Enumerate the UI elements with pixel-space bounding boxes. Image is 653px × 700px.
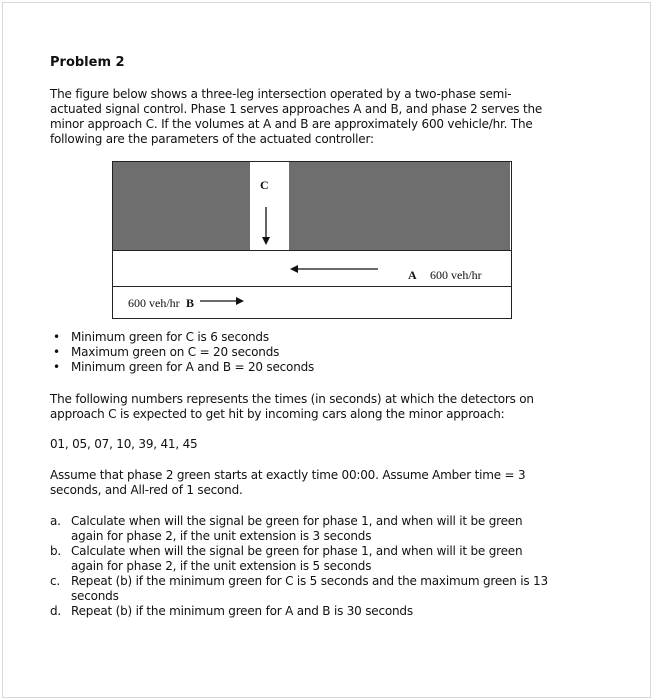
list-item: a. Calculate when will the signal be green for phase 1, and when will it be green again for phase 2, if the unit extension is 3 seconds (50, 514, 523, 543)
intersection-figure (112, 161, 512, 319)
label-a: A (408, 268, 417, 282)
parameter-list (50, 330, 314, 375)
left-block (113, 162, 250, 250)
list-item: c. Repeat (b) if the minimum green for C is 5 seconds and the maximum green is 13 seconds (50, 574, 548, 603)
list-item: b. Calculate when will the signal be green for phase 1, and when will it be green again for phase 2, if the unit extension is 5 seconds (50, 544, 523, 573)
right-block (289, 162, 510, 250)
arrow-a-icon (290, 263, 380, 275)
list-item: • Minimum green for A and B = 20 seconds (50, 360, 314, 375)
problem-title: Problem 2 (50, 55, 125, 70)
label-a-volume: 600 veh/hr (430, 268, 482, 282)
label-b: B (186, 296, 195, 310)
list-item: d. Repeat (b) if the minimum green for A and B is 30 seconds (50, 604, 413, 618)
list-item: • Minimum green for C is 6 seconds (50, 330, 314, 345)
intro-paragraph: The figure below shows a three-leg intersection operated by a two-phase semi-actuated signal control. Phase 1 serves approaches A and B, and phase 2 serves the minor approach C. If the volumes at A and B are approximately 600 vehicle/hr. The following are the parameters of the actuated controller: (50, 87, 543, 146)
list-item: • Maximum green on C = 20 seconds (50, 345, 314, 360)
arrow-b-icon (198, 295, 246, 307)
label-b-volume: 600 veh/hr (128, 296, 180, 310)
detector-times: 01, 05, 07, 10, 39, 41, 45 (50, 437, 198, 451)
assumption-paragraph: Assume that phase 2 green starts at exactly time 00:00. Assume Amber time = 3 seconds, and All-red of 1 second. (50, 468, 526, 497)
detector-paragraph: The following numbers represents the times (in seconds) at which the detectors on approach C is expected to get hit by incoming cars along the minor approach: (50, 392, 534, 421)
arrow-c-icon (258, 205, 274, 247)
label-c: C (260, 178, 269, 192)
question-list (50, 514, 550, 619)
